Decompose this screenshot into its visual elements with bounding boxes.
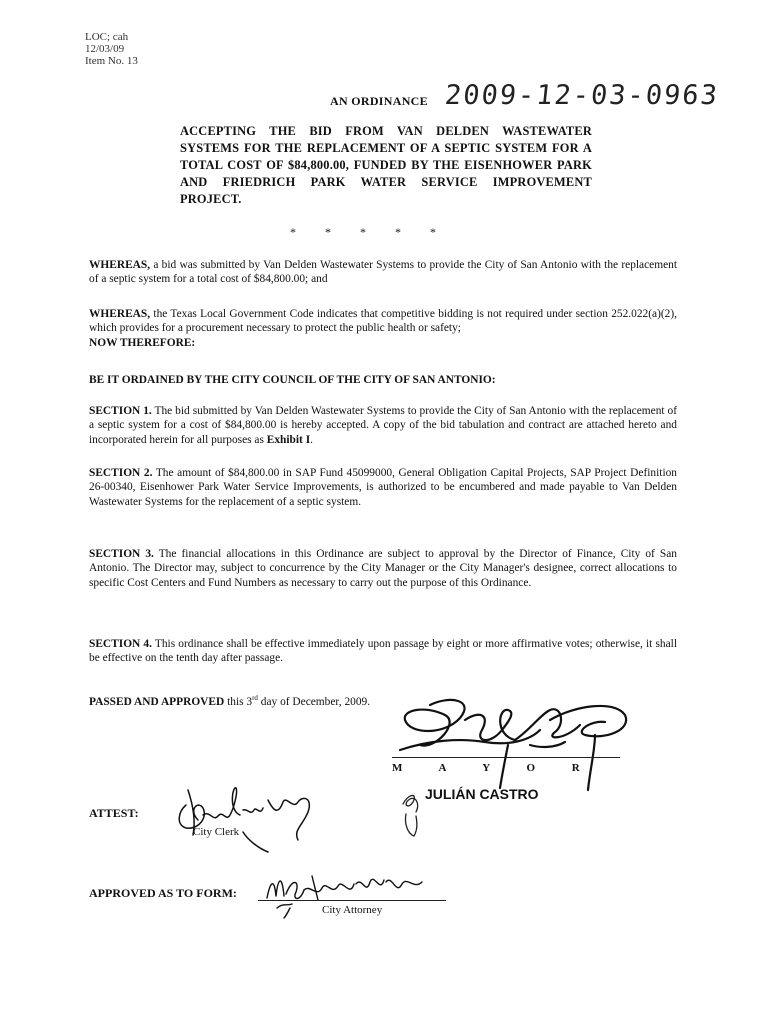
section-3 xyxy=(89,547,677,590)
section-label: SECTION 1. xyxy=(89,405,152,417)
city-clerk-signature xyxy=(168,780,318,855)
exhibit-reference: Exhibit I xyxy=(266,433,311,446)
section-text: The amount of $84,800.00 in SAP Fund 45099000, General Obligation Capital Projects, SAP Project Definition 26-00340, Eisenhower Park Water Service Improvements, is authorized to be encumbered and made payable to Van Delden Wastewater Systems for the replacement of a septic system. xyxy=(89,467,677,508)
mayor-signature xyxy=(390,690,630,790)
header-item-number: Item No. 13 xyxy=(85,55,138,67)
header-initials: LOC; cah xyxy=(85,31,129,43)
mayor-initials-mark xyxy=(398,784,428,844)
section-4 xyxy=(89,637,677,666)
passed-label: PASSED AND APPROVED xyxy=(89,695,225,708)
whereas-text: a bid was submitted by Van Delden Wastewater Systems to provide the City of San Antonio with the replacement of a septic system for a total cost of $84,800.00; and xyxy=(89,259,677,286)
header-date: 12/03/09 xyxy=(85,43,125,55)
whereas-lead: WHEREAS, xyxy=(89,308,151,320)
ordinance-number: 2009-12-03-0963 xyxy=(443,80,721,111)
now-therefore: NOW THEREFORE: xyxy=(89,336,196,349)
section-label: SECTION 2. xyxy=(89,467,153,479)
city-attorney-title: City Attorney xyxy=(322,904,383,916)
section-text: This ordinance shall be effective immediately upon passage by eight or more affirmative votes; otherwise, it shall be effective on the tenth day after passage. xyxy=(89,638,677,665)
document-header xyxy=(85,31,138,67)
ordained-clause: BE IT ORDAINED BY THE CITY COUNCIL OF THE CITY OF SAN ANTONIO: xyxy=(89,374,496,386)
whereas-lead: WHEREAS, xyxy=(89,259,151,271)
mayor-title: M A Y O R xyxy=(392,762,582,774)
city-clerk-title: City Clerk xyxy=(193,826,240,838)
whereas-clause-2 xyxy=(89,307,677,350)
section-text: The bid submitted by Van Delden Wastewater Systems to provide the City of San Antonio with the replacement of a septic system for a cost of $84,800.00 is hereby accepted. A copy of the bid tabulation and contract are attached hereto and incorporated herein for all purposes as xyxy=(89,405,678,446)
mayor-name: JULIÁN CASTRO xyxy=(425,786,539,802)
attest-label: ATTEST: xyxy=(89,806,139,820)
separator-stars: * * * * * xyxy=(290,225,436,239)
attorney-signature-line xyxy=(258,900,446,901)
mayor-signature-line xyxy=(392,757,620,758)
whereas-clause-1 xyxy=(89,258,677,287)
ordinance-title: ACCEPTING THE BID FROM VAN DELDEN WASTEWATER SYSTEMS FOR THE REPLACEMENT OF A SEPTIC SYSTEM FOR A TOTAL COST OF $84,800.00, FUNDED BY THE EISENHOWER PARK AND FRIEDRICH PARK WATER SERVICE IMPROVEMENT PROJECT. xyxy=(180,124,592,206)
approved-as-to-form-label: APPROVED AS TO FORM: xyxy=(89,886,237,900)
ordinance-label: AN ORDINANCE xyxy=(330,94,428,108)
section-label: SECTION 3. xyxy=(89,548,154,560)
passed-approved: PASSED AND APPROVED this 3rd day of December, 2009. xyxy=(89,694,371,708)
whereas-text: the Texas Local Government Code indicates that competitive bidding is not required under section 252.022(a)(2), which provides for a procurement necessary to protect the public health or safety; xyxy=(89,308,677,335)
section-1: SECTION 1. The bid submitted by Van Delden Wastewater Systems to provide the City of San Antonio with the replacement of a septic system for a cost of $84,800.00 is hereby accepted. A copy of the bid tabulation and contract are attached hereto and incorporated herein for all purposes as Exhibit I. xyxy=(89,405,678,446)
section-label: SECTION 4. xyxy=(89,638,152,650)
section-text: The financial allocations in this Ordinance are subject to approval by the Director of Finance, City of San Antonio. The Director may, subject to concurrence by the City Manager or the City Manager's designee, correct allocations to specific Cost Centers and Fund Numbers as necessary to carry out the purpose of this Ordinance. xyxy=(89,548,677,589)
section-2 xyxy=(89,466,677,509)
